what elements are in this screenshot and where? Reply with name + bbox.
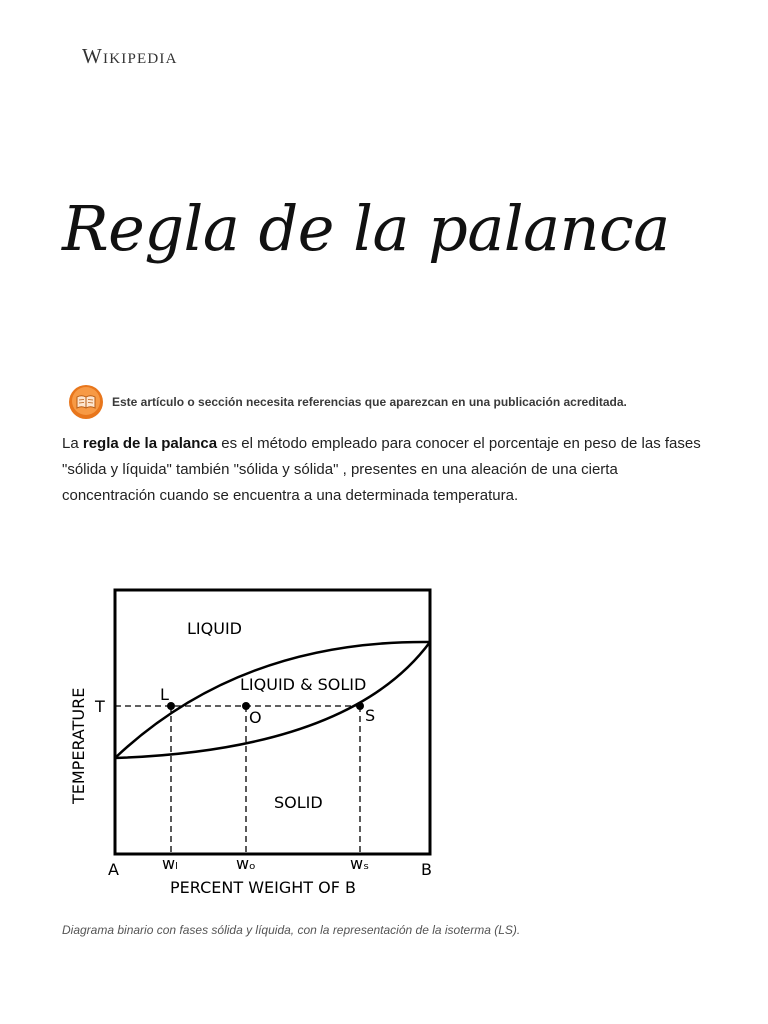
book-warning-icon — [68, 384, 104, 420]
label-ws: wₛ — [350, 854, 370, 873]
page-title: Regla de la palanca — [62, 192, 670, 265]
references-notice — [68, 382, 708, 422]
diagram-frame — [115, 590, 430, 854]
wikipedia-logo[interactable]: Wikipedia — [82, 44, 178, 68]
label-solid: SOLID — [274, 793, 323, 812]
intro-term: regla de la palanca — [82, 435, 218, 452]
label-a: A — [108, 860, 119, 879]
label-l: L — [160, 685, 169, 704]
label-t: T — [95, 697, 105, 716]
label-liquid-solid: LIQUID & SOLID — [240, 675, 367, 694]
intro-paragraph — [62, 431, 712, 509]
phase-diagram-figure[interactable] — [60, 570, 460, 910]
figure-caption: Diagrama binario con fases sólida y líquida, con la representación de la isoterma (LS). — [62, 923, 521, 937]
phase-diagram — [60, 570, 460, 910]
intro-rest: es el método empleado para conocer el porcentaje en peso de las fases "sólida y líquida" también "sólida y sólida" , presentes en una aleación de una cierta concentración cuando se encuentra a una determinada temperatura. — [62, 435, 701, 504]
point-s — [356, 702, 364, 710]
label-liquid: LIQUID — [187, 619, 242, 638]
notice-text: Este artículo o sección necesita referencias que aparezcan en una publicación acreditada. — [112, 395, 627, 409]
y-axis-label: TEMPERATURE — [69, 687, 88, 804]
label-s: S — [365, 706, 376, 725]
intro-prefix: La — [62, 435, 83, 452]
label-wo: wₒ — [236, 854, 256, 873]
x-axis-label: PERCENT WEIGHT OF B — [170, 878, 356, 897]
label-wl: wₗ — [162, 854, 178, 873]
label-b: B — [421, 860, 432, 879]
label-o: O — [249, 708, 262, 727]
